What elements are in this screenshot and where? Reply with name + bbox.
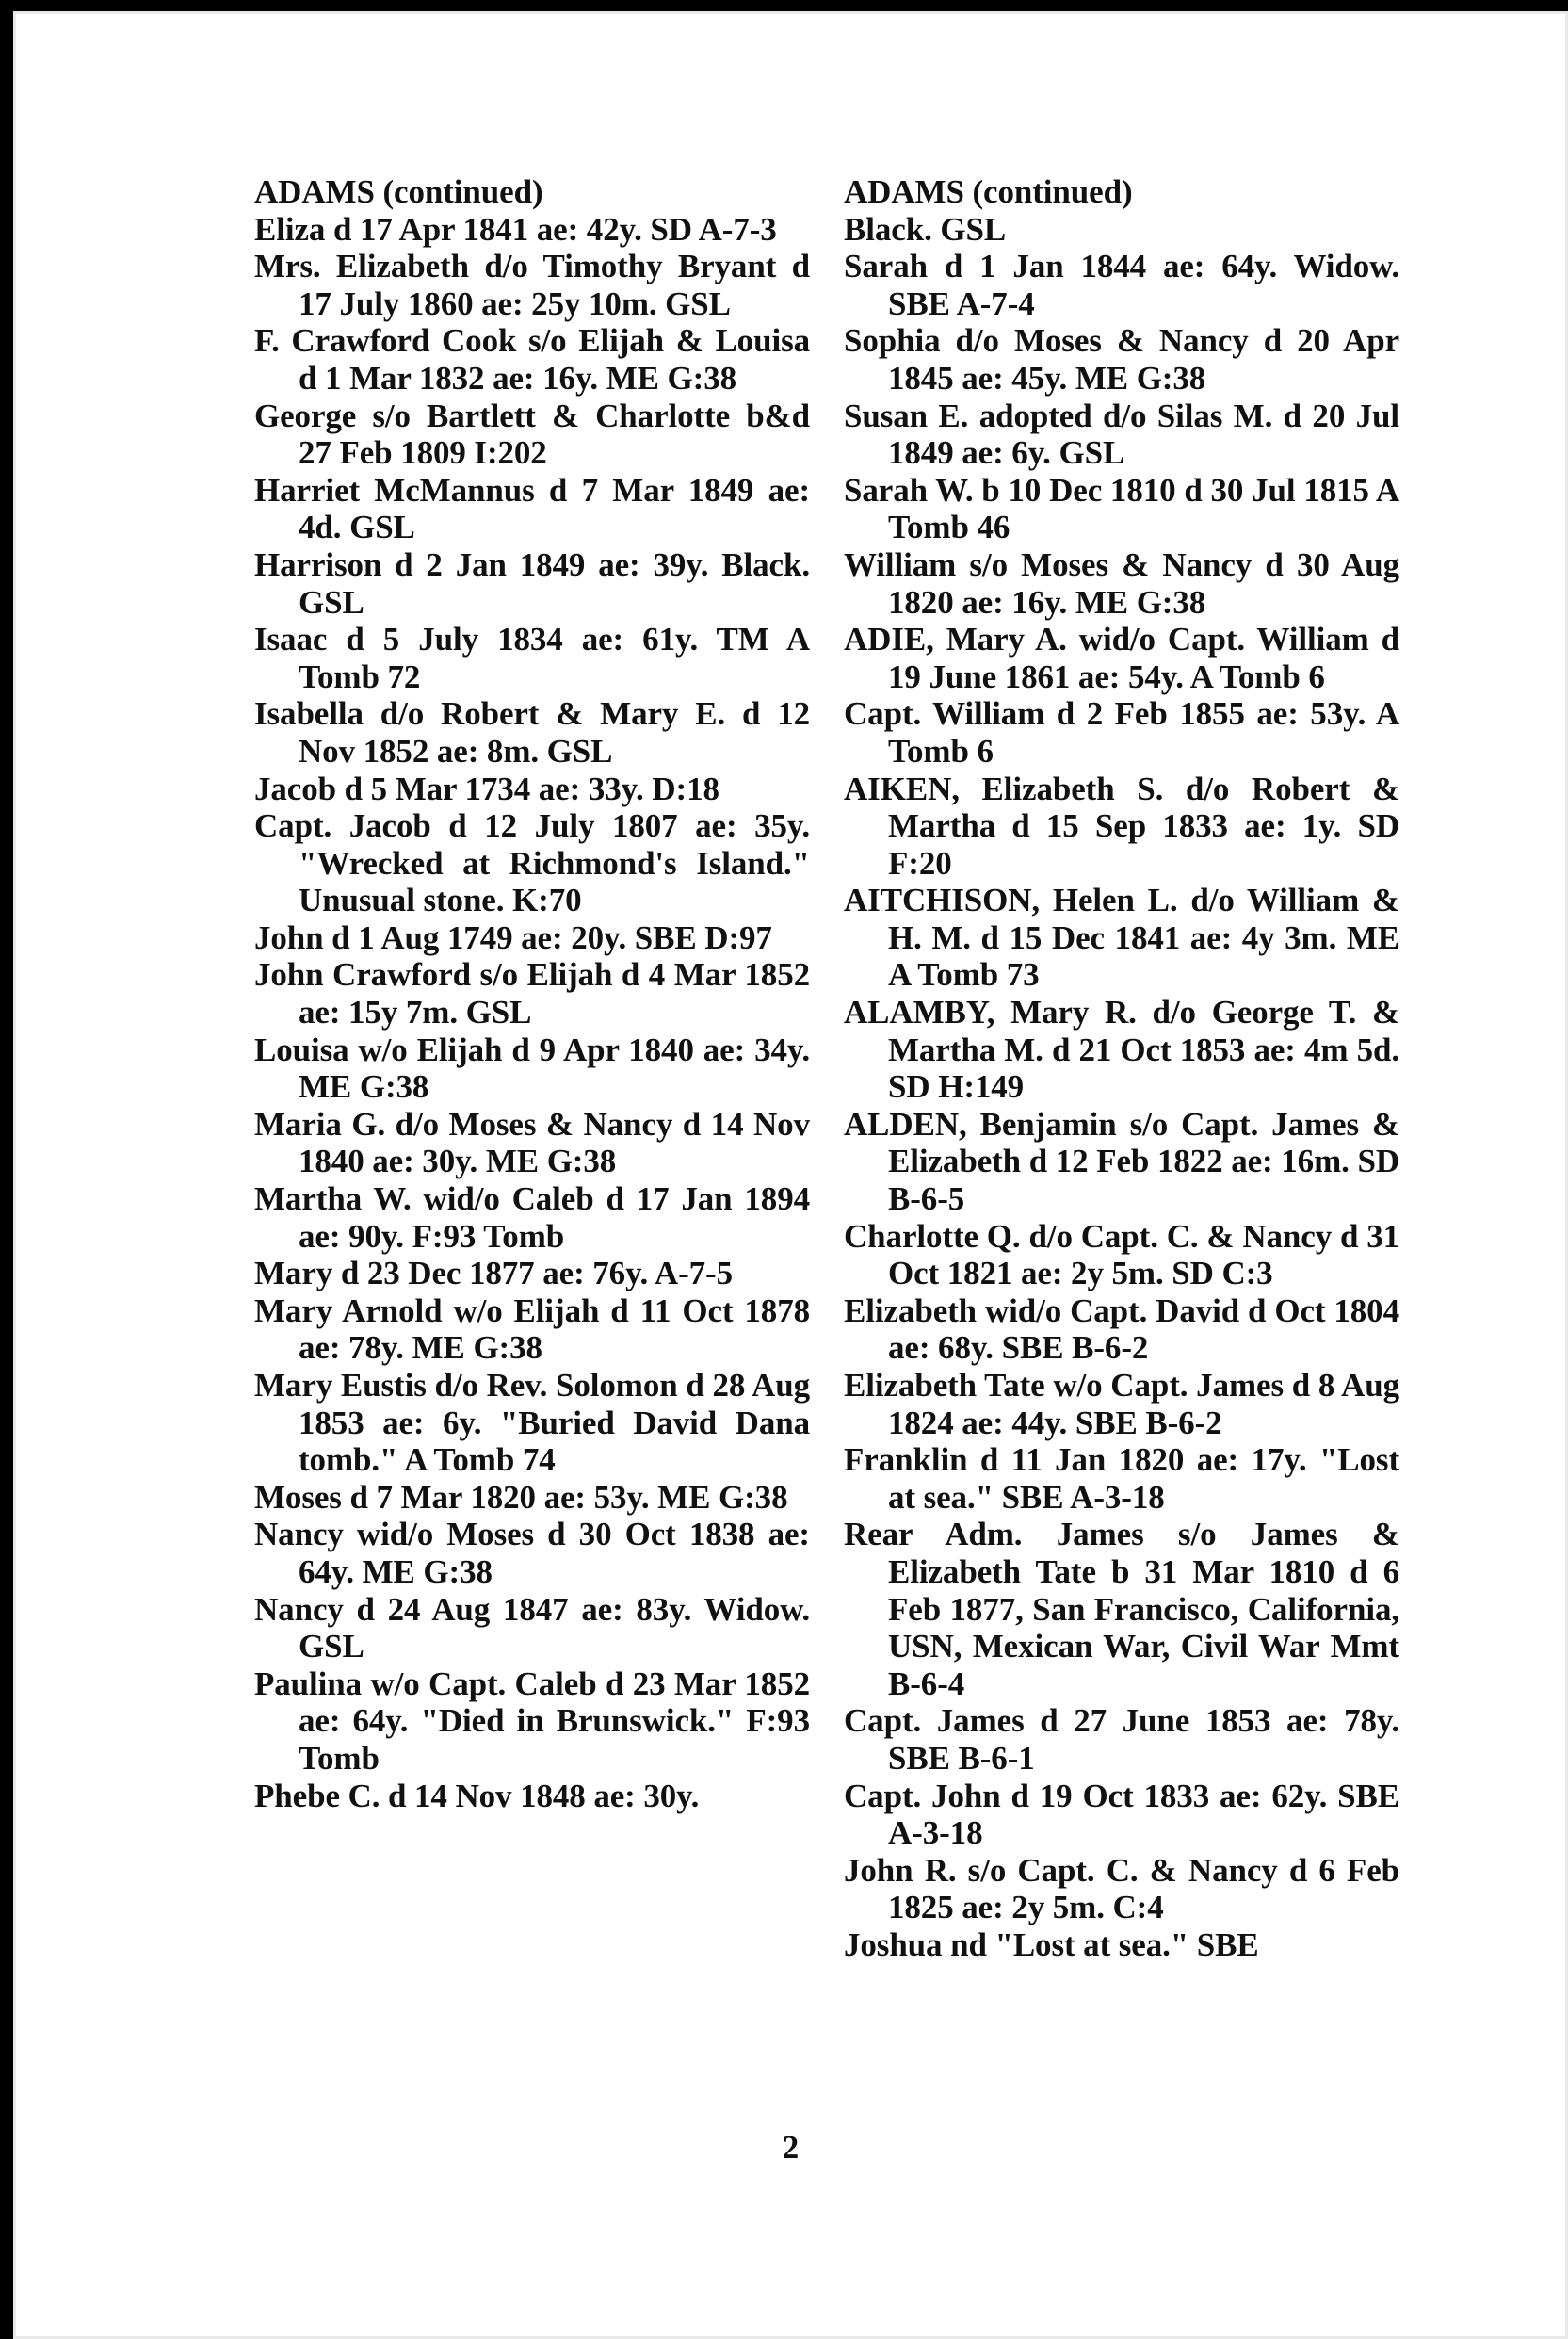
- record-entry: F. Crawford Cook s/o Elijah & Louisa d 1 Mar 1832 ae: 16y. ME G:38: [254, 322, 810, 397]
- record-entry: Joshua nd "Lost at sea." SBE: [844, 1925, 1259, 1963]
- record-entry: Sophia d/o Moses & Nancy d 20 Apr 1845 ae: 45y. ME G:38: [844, 322, 1399, 397]
- record-entry: Mary Eustis d/o Rev. Solomon d 28 Aug 1853 ae: 6y. "Buried David Dana tomb." A Tomb 74: [254, 1367, 810, 1479]
- record-entry: Mary d 23 Dec 1877 ae: 76y. A-7-5: [254, 1255, 733, 1292]
- record-entry: Maria G. d/o Moses & Nancy d 14 Nov 1840 ae: 30y. ME G:38: [254, 1105, 810, 1180]
- record-entry: AITCHISON, Helen L. d/o William & H. M. d 15 Dec 1841 ae: 4y 3m. ME A Tomb 73: [844, 882, 1399, 994]
- record-entry: ADIE, Mary A. wid/o Capt. William d 19 June 1861 ae: 54y. A Tomb 6: [844, 621, 1399, 695]
- record-entry: Eliza d 17 Apr 1841 ae: 42y. SD A-7-3: [254, 210, 777, 248]
- record-entry: Rear Adm. James s/o James & Elizabeth Tate b 31 Mar 1810 d 6 Feb 1877, San Francisco, California, USN, Mexican War, Civil War Mmt B-6-4: [844, 1516, 1399, 1702]
- left-column-header: ADAMS (continued): [254, 173, 543, 210]
- scan-border: [0, 0, 13, 2339]
- record-entry: ALAMBY, Mary R. d/o George T. & Martha M. d 21 Oct 1853 ae: 4m 5d. SD H:149: [844, 994, 1399, 1106]
- record-entry: Harrison d 2 Jan 1849 ae: 39y. Black. GSL: [254, 545, 810, 621]
- record-entry: George s/o Bartlett & Charlotte b&d 27 Feb 1809 I:202: [254, 397, 810, 472]
- record-entry: Susan E. adopted d/o Silas M. d 20 Jul 1849 ae: 6y. GSL: [844, 397, 1399, 472]
- record-entry: Capt. Jacob d 12 July 1807 ae: 35y. "Wrecked at Richmond's Island." Unusual stone. K:70: [254, 807, 810, 919]
- record-entry: Moses d 7 Mar 1820 ae: 53y. ME G:38: [254, 1478, 788, 1516]
- record-entry: Paulina w/o Capt. Caleb d 23 Mar 1852 ae: 64y. "Died in Brunswick." F:93 Tomb: [254, 1665, 810, 1777]
- right-column-header: ADAMS (continued): [844, 173, 1133, 210]
- record-entry: Sarah d 1 Jan 1844 ae: 64y. Widow. SBE A-7-4: [844, 248, 1399, 322]
- page-number: 2: [782, 2129, 800, 2166]
- record-entry: William s/o Moses & Nancy d 30 Aug 1820 ae: 16y. ME G:38: [844, 545, 1399, 621]
- record-entry: Phebe C. d 14 Nov 1848 ae: 30y.: [254, 1777, 700, 1814]
- record-entry: Jacob d 5 Mar 1734 ae: 33y. D:18: [254, 770, 719, 807]
- right-entries: [844, 211, 1399, 1964]
- record-entry: Martha W. wid/o Caleb d 17 Jan 1894 ae: 90y. F:93 Tomb: [254, 1180, 810, 1255]
- record-entry: Capt. James d 27 June 1853 ae: 78y. SBE B-6-1: [844, 1702, 1399, 1777]
- record-entry: Louisa w/o Elijah d 9 Apr 1840 ae: 34y. ME G:38: [254, 1031, 810, 1106]
- record-entry: Elizabeth wid/o Capt. David d Oct 1804 ae: 68y. SBE B-6-2: [844, 1291, 1399, 1367]
- record-entry: Harriet McMannus d 7 Mar 1849 ae: 4d. GSL: [254, 471, 810, 546]
- record-entry: John Crawford s/o Elijah d 4 Mar 1852 ae: 15y 7m. GSL: [254, 956, 810, 1031]
- right-column: [844, 173, 1399, 1964]
- record-entry: Franklin d 11 Jan 1820 ae: 17y. "Lost at sea." SBE A-3-18: [844, 1441, 1399, 1516]
- record-entry: Black. GSL: [844, 210, 1007, 248]
- record-entry: Sarah W. b 10 Dec 1810 d 30 Jul 1815 A Tomb 46: [844, 471, 1399, 546]
- record-entry: Mrs. Elizabeth d/o Timothy Bryant d 17 July 1860 ae: 25y 10m. GSL: [254, 248, 810, 322]
- record-entry: Nancy d 24 Aug 1847 ae: 83y. Widow. GSL: [254, 1590, 810, 1665]
- record-entry: Mary Arnold w/o Elijah d 11 Oct 1878 ae: 78y. ME G:38: [254, 1291, 810, 1367]
- left-entries: [254, 211, 810, 1815]
- record-entry: AIKEN, Elizabeth S. d/o Robert & Martha d 15 Sep 1833 ae: 1y. SD F:20: [844, 770, 1399, 882]
- record-entry: Elizabeth Tate w/o Capt. James d 8 Aug 1824 ae: 44y. SBE B-6-2: [844, 1367, 1399, 1441]
- record-entry: Capt. John d 19 Oct 1833 ae: 62y. SBE A-3-18: [844, 1777, 1399, 1852]
- record-entry: Isabella d/o Robert & Mary E. d 12 Nov 1852 ae: 8m. GSL: [254, 695, 810, 770]
- record-entry: John d 1 Aug 1749 ae: 20y. SBE D:97: [254, 918, 772, 956]
- record-entry: Capt. William d 2 Feb 1855 ae: 53y. A Tomb 6: [844, 695, 1399, 770]
- record-entry: John R. s/o Capt. C. & Nancy d 6 Feb 1825 ae: 2y 5m. C:4: [844, 1851, 1399, 1926]
- record-entry: ALDEN, Benjamin s/o Capt. James & Elizabeth d 12 Feb 1822 ae: 16m. SD B-6-5: [844, 1105, 1399, 1218]
- record-entry: Isaac d 5 July 1834 ae: 61y. TM A Tomb 72: [254, 621, 810, 695]
- document-page: [13, 11, 1568, 2339]
- record-entry: Nancy wid/o Moses d 30 Oct 1838 ae: 64y. ME G:38: [254, 1516, 810, 1590]
- left-column: [254, 173, 810, 1814]
- record-entry: Charlotte Q. d/o Capt. C. & Nancy d 31 Oct 1821 ae: 2y 5m. SD C:3: [844, 1217, 1399, 1292]
